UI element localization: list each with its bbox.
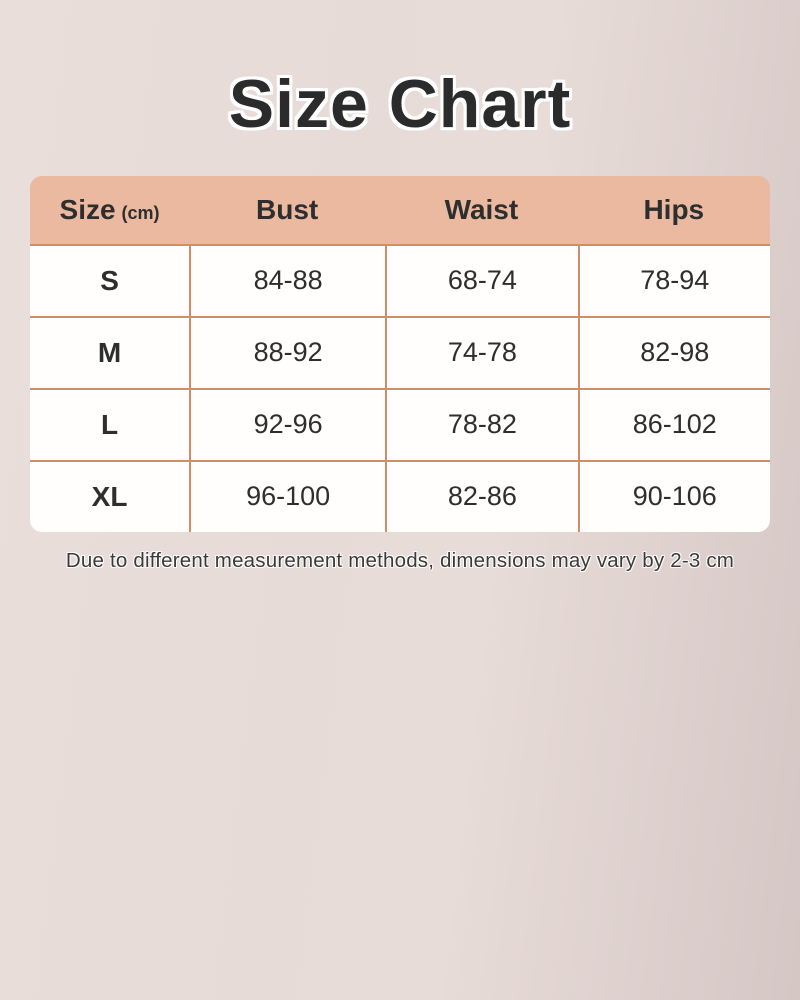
size-cell: S [30,244,189,316]
size-cell: L [30,388,189,460]
hips-cell: 90-106 [578,460,770,532]
waist-cell: 82-86 [385,460,577,532]
table-header-row [30,176,770,244]
size-header-label: Size [59,193,116,225]
waist-cell: 74-78 [385,316,577,388]
page-title: Size Chart [228,66,572,142]
bust-cell: 88-92 [189,316,385,388]
column-header-waist: Waist [385,176,577,244]
size-cell: XL [30,460,189,532]
table-row-m [30,316,770,388]
column-header-size [30,176,189,244]
size-chart-table [30,176,770,532]
waist-cell: 68-74 [385,244,577,316]
bust-cell: 84-88 [189,244,385,316]
hips-cell: 78-94 [578,244,770,316]
bust-cell: 96-100 [189,460,385,532]
hips-cell: 86-102 [578,388,770,460]
measurement-disclaimer: Due to different measurement methods, dimensions may vary by 2-3 cm [65,548,735,572]
table-row-l [30,388,770,460]
waist-cell: 78-82 [385,388,577,460]
column-header-bust: Bust [189,176,385,244]
table-row-xl [30,460,770,532]
size-cell: M [30,316,189,388]
unit-label: (cm) [121,202,160,223]
table-row-s [30,244,770,316]
hips-cell: 82-98 [578,316,770,388]
column-header-hips: Hips [578,176,770,244]
bust-cell: 92-96 [189,388,385,460]
